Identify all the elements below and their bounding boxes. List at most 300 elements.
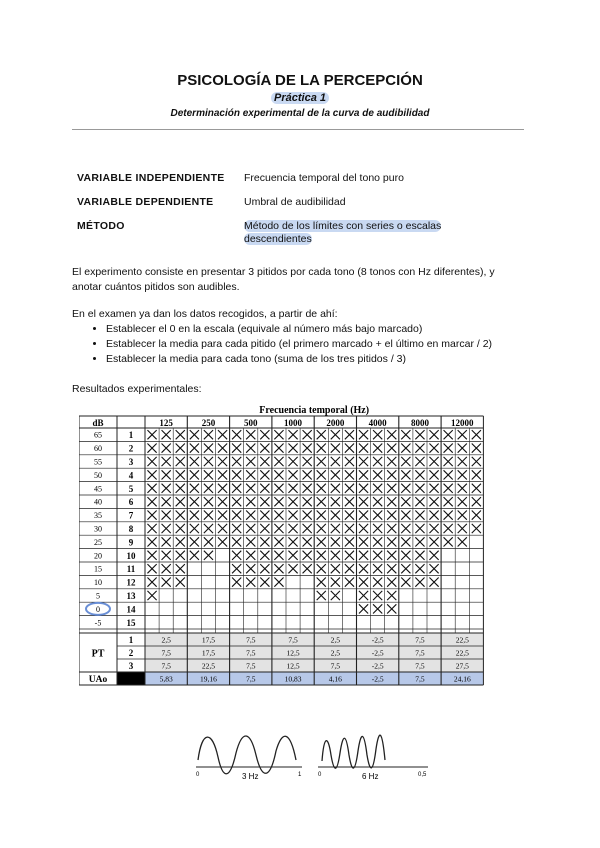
- x-mark: [359, 444, 368, 453]
- waveform-sketch-svg: [190, 725, 440, 785]
- x-mark: [274, 497, 283, 506]
- x-mark: [345, 537, 354, 546]
- x-mark: [162, 484, 171, 493]
- x-mark: [246, 537, 255, 546]
- db-level: 45: [94, 484, 102, 494]
- x-mark: [373, 591, 382, 600]
- x-mark: [317, 524, 326, 533]
- x-mark: [260, 551, 269, 560]
- x-mark: [373, 457, 382, 466]
- x-mark: [387, 457, 396, 466]
- x-mark: [147, 524, 156, 533]
- x-mark: [303, 430, 312, 439]
- x-mark: [260, 444, 269, 453]
- x-mark: [458, 511, 467, 520]
- uao-label: UAo: [88, 675, 108, 685]
- x-mark: [232, 524, 241, 533]
- x-mark: [303, 457, 312, 466]
- label-3hz: 3 Hz: [242, 772, 259, 781]
- list-item: • Establecer la media para cada tono (suma de los tres pitidos / 3): [106, 352, 576, 367]
- x-mark: [176, 578, 185, 587]
- list-item: • Establecer el 0 en la escala (equivale al número más bajo marcado): [106, 322, 576, 337]
- x-mark: [401, 578, 410, 587]
- x-mark: [359, 497, 368, 506]
- row-number: 3: [128, 457, 134, 467]
- row-number: 8: [128, 524, 134, 534]
- x-mark: [204, 444, 213, 453]
- db-level: 65: [94, 430, 102, 440]
- results-label: Resultados experimentales:: [72, 383, 202, 395]
- x-mark: [345, 470, 354, 479]
- pt-value: 7,5: [161, 648, 171, 658]
- x-mark: [176, 430, 185, 439]
- x-mark: [331, 444, 340, 453]
- x-mark: [218, 497, 227, 506]
- x-mark: [232, 511, 241, 520]
- x-mark: [274, 457, 283, 466]
- x-mark: [444, 444, 453, 453]
- x-mark: [415, 430, 424, 439]
- x-mark: [288, 551, 297, 560]
- x-mark: [288, 484, 297, 493]
- x-mark: [147, 578, 156, 587]
- x-mark: [373, 604, 382, 613]
- x-mark: [162, 551, 171, 560]
- x-mark: [387, 484, 396, 493]
- x-mark: [246, 564, 255, 573]
- waveform-3hz: [198, 736, 296, 774]
- x-mark: [288, 511, 297, 520]
- x-mark: [288, 444, 297, 453]
- x-mark: [288, 524, 297, 533]
- row-number: 12: [126, 577, 136, 588]
- x-mark: [401, 497, 410, 506]
- x-mark: [429, 497, 438, 506]
- x-mark: [429, 444, 438, 453]
- x-mark: [204, 524, 213, 533]
- x-mark: [204, 537, 213, 546]
- db-level: 30: [94, 524, 102, 534]
- x-mark: [345, 457, 354, 466]
- x-mark: [274, 444, 283, 453]
- x-mark: [218, 537, 227, 546]
- practice-label: [0, 92, 600, 104]
- x-mark: [359, 430, 368, 439]
- x-mark: [429, 578, 438, 587]
- x-mark: [147, 551, 156, 560]
- x-mark: [401, 457, 410, 466]
- row-number: 15: [126, 617, 136, 628]
- x-mark: [176, 444, 185, 453]
- x-mark: [147, 470, 156, 479]
- page-subtitle: Determinación experimental de la curva de audibilidad: [170, 108, 430, 119]
- x-mark: [359, 470, 368, 479]
- pt-value: 17,5: [201, 635, 216, 645]
- db-level: 5: [96, 591, 100, 601]
- x-mark: [401, 564, 410, 573]
- variable-label-dependent: VARIABLE DEPENDIENTE: [77, 196, 214, 208]
- pt-value: 12,5: [286, 661, 300, 671]
- x-mark: [303, 564, 312, 573]
- tick-right-start: 0: [318, 772, 322, 778]
- x-mark: [190, 537, 199, 546]
- x-mark: [246, 497, 255, 506]
- db-header: dB: [92, 418, 104, 428]
- x-mark: [246, 430, 255, 439]
- page-title: PSICOLOGÍA DE LA PERCEPCIÓN: [177, 72, 423, 89]
- x-mark: [359, 551, 368, 560]
- pt-value: 22,5: [455, 648, 469, 658]
- x-mark: [274, 564, 283, 573]
- x-mark: [373, 524, 382, 533]
- row-number: 14: [126, 604, 136, 615]
- x-mark: [415, 457, 424, 466]
- pt-value: 12,5: [286, 648, 300, 658]
- variable-value-method: [244, 220, 441, 246]
- x-mark: [472, 497, 481, 506]
- x-mark: [387, 444, 396, 453]
- x-mark: [288, 564, 297, 573]
- pt-row-number: 2: [128, 648, 134, 658]
- x-mark: [147, 591, 156, 600]
- practice-highlight: Práctica 1: [271, 92, 329, 104]
- x-mark: [204, 484, 213, 493]
- x-mark: [345, 578, 354, 587]
- row-number: 1: [128, 430, 134, 441]
- x-mark: [147, 444, 156, 453]
- x-mark: [429, 457, 438, 466]
- x-mark: [204, 457, 213, 466]
- x-mark: [218, 511, 227, 520]
- x-mark: [458, 497, 467, 506]
- x-mark: [331, 578, 340, 587]
- x-mark: [472, 457, 481, 466]
- row-number: 2: [128, 443, 134, 454]
- x-mark: [387, 430, 396, 439]
- pt-value: 7,5: [246, 635, 256, 645]
- x-mark: [317, 564, 326, 573]
- x-mark: [373, 578, 382, 587]
- x-mark: [176, 537, 185, 546]
- x-mark: [288, 457, 297, 466]
- x-mark: [429, 537, 438, 546]
- pt-value: 22,5: [455, 635, 469, 645]
- frequency-label: 4000: [368, 418, 387, 428]
- x-mark: [444, 497, 453, 506]
- x-mark: [317, 444, 326, 453]
- x-mark: [176, 470, 185, 479]
- x-mark: [246, 444, 255, 453]
- x-mark: [387, 470, 396, 479]
- x-mark: [373, 551, 382, 560]
- row-number: 9: [128, 537, 134, 548]
- x-mark: [331, 564, 340, 573]
- x-mark: [317, 497, 326, 506]
- uao-value: 24,16: [453, 674, 471, 684]
- x-mark: [176, 457, 185, 466]
- x-mark: [401, 551, 410, 560]
- x-mark: [176, 484, 185, 493]
- x-mark: [359, 591, 368, 600]
- x-mark: [162, 511, 171, 520]
- x-mark: [274, 551, 283, 560]
- x-mark: [458, 457, 467, 466]
- x-mark: [331, 470, 340, 479]
- pt-label: PT: [91, 648, 105, 660]
- x-mark: [373, 444, 382, 453]
- x-mark: [274, 484, 283, 493]
- x-mark: [246, 511, 255, 520]
- x-mark: [331, 524, 340, 533]
- x-mark: [303, 444, 312, 453]
- uao-value: 4,16: [328, 674, 342, 684]
- pt-value: 7,5: [415, 648, 425, 658]
- header-divider: [72, 129, 524, 130]
- x-mark: [373, 564, 382, 573]
- intro-line-1: El experimento consiste en presentar 3 pitidos por cada tono (8 tonos con Hz diferentes), y: [72, 266, 495, 278]
- x-mark: [162, 524, 171, 533]
- x-mark: [288, 537, 297, 546]
- db-level: 40: [94, 497, 102, 507]
- x-mark: [218, 457, 227, 466]
- pt-value: 2,5: [161, 635, 171, 645]
- x-mark: [359, 511, 368, 520]
- x-mark: [444, 457, 453, 466]
- pt-row-number: 1: [128, 635, 134, 645]
- x-mark: [444, 470, 453, 479]
- x-mark: [345, 444, 354, 453]
- uao-value: 7,5: [246, 674, 256, 684]
- uao-value: 10,83: [284, 674, 302, 684]
- pt-value: 7,5: [330, 661, 341, 671]
- db-level: 10: [94, 578, 102, 588]
- x-mark: [387, 537, 396, 546]
- x-mark: [415, 564, 424, 573]
- x-mark: [260, 497, 269, 506]
- x-mark: [317, 430, 326, 439]
- results-table: [79, 404, 525, 695]
- x-mark: [345, 484, 354, 493]
- x-mark: [401, 537, 410, 546]
- x-mark: [331, 537, 340, 546]
- x-mark: [147, 537, 156, 546]
- x-mark: [472, 470, 481, 479]
- x-mark: [218, 524, 227, 533]
- x-mark: [415, 497, 424, 506]
- x-mark: [331, 484, 340, 493]
- x-mark: [359, 457, 368, 466]
- x-mark: [260, 524, 269, 533]
- x-mark: [204, 497, 213, 506]
- frequency-label: 8000: [410, 418, 429, 428]
- x-mark: [147, 430, 156, 439]
- x-mark: [458, 430, 467, 439]
- uao-value: 19,16: [200, 674, 217, 684]
- pt-value: 7,5: [288, 635, 298, 645]
- x-mark: [429, 484, 438, 493]
- x-mark: [415, 444, 424, 453]
- frequency-label: 250: [201, 418, 216, 428]
- x-mark: [232, 484, 241, 493]
- x-mark: [260, 484, 269, 493]
- frequency-header: Frecuencia temporal (Hz): [259, 405, 370, 416]
- tick-right-end: 0,5: [418, 772, 427, 778]
- db-level: 0: [96, 604, 100, 614]
- label-6hz: 6 Hz: [362, 772, 379, 781]
- x-mark: [288, 430, 297, 439]
- x-mark: [162, 444, 171, 453]
- x-mark: [401, 430, 410, 439]
- x-mark: [232, 578, 241, 587]
- x-mark: [162, 430, 171, 439]
- x-mark: [190, 511, 199, 520]
- x-mark: [444, 524, 453, 533]
- x-mark: [218, 444, 227, 453]
- x-mark: [274, 537, 283, 546]
- x-mark: [317, 591, 326, 600]
- x-mark: [458, 484, 467, 493]
- x-mark: [472, 524, 481, 533]
- row-number: 4: [128, 470, 134, 481]
- x-mark: [232, 444, 241, 453]
- x-mark: [472, 444, 481, 453]
- x-mark: [373, 470, 382, 479]
- x-mark: [345, 497, 354, 506]
- x-mark: [415, 511, 424, 520]
- results-table-svg: [79, 404, 525, 690]
- pt-value: 2,5: [330, 635, 341, 645]
- x-mark: [415, 551, 424, 560]
- x-mark: [162, 457, 171, 466]
- x-mark: [387, 604, 396, 613]
- x-mark: [317, 470, 326, 479]
- x-mark: [429, 564, 438, 573]
- pt-value: 22,5: [201, 661, 216, 671]
- x-mark: [260, 430, 269, 439]
- x-mark: [401, 524, 410, 533]
- frequency-label: 2000: [326, 418, 345, 428]
- x-mark: [444, 511, 453, 520]
- x-mark: [204, 430, 213, 439]
- frequency-label: 125: [159, 418, 173, 428]
- x-mark: [359, 537, 368, 546]
- x-mark: [415, 537, 424, 546]
- x-mark: [204, 511, 213, 520]
- x-mark: [331, 551, 340, 560]
- x-mark: [147, 484, 156, 493]
- x-mark: [303, 484, 312, 493]
- x-mark: [260, 470, 269, 479]
- x-mark: [147, 564, 156, 573]
- x-mark: [429, 430, 438, 439]
- x-mark: [387, 497, 396, 506]
- row-number: 13: [126, 591, 136, 601]
- x-mark: [246, 551, 255, 560]
- x-mark: [147, 497, 156, 506]
- x-mark: [190, 551, 199, 560]
- pt-value: 17,5: [201, 648, 216, 658]
- x-mark: [345, 511, 354, 520]
- x-mark: [218, 470, 227, 479]
- x-mark: [232, 457, 241, 466]
- x-mark: [317, 537, 326, 546]
- x-mark: [190, 497, 199, 506]
- db-level: 15: [94, 564, 102, 574]
- x-mark: [373, 430, 382, 439]
- tick-left-start: 0: [196, 772, 200, 778]
- x-mark: [204, 470, 213, 479]
- x-mark: [176, 551, 185, 560]
- x-mark: [303, 470, 312, 479]
- x-mark: [401, 470, 410, 479]
- x-mark: [444, 484, 453, 493]
- row-number: 7: [128, 510, 134, 521]
- x-mark: [303, 511, 312, 520]
- db-level: 25: [94, 537, 102, 547]
- x-mark: [190, 457, 199, 466]
- x-mark: [429, 470, 438, 479]
- x-mark: [317, 484, 326, 493]
- x-mark: [387, 524, 396, 533]
- x-mark: [458, 537, 467, 546]
- x-mark: [472, 484, 481, 493]
- pt-value: -2,5: [371, 648, 384, 658]
- x-mark: [162, 578, 171, 587]
- x-mark: [246, 470, 255, 479]
- x-mark: [147, 457, 156, 466]
- x-mark: [415, 470, 424, 479]
- x-mark: [232, 430, 241, 439]
- x-mark: [190, 524, 199, 533]
- x-mark: [303, 551, 312, 560]
- x-mark: [274, 578, 283, 587]
- x-mark: [331, 591, 340, 600]
- pt-value: 7,5: [246, 648, 256, 658]
- x-mark: [246, 524, 255, 533]
- list-item: • Establecer la media para cada pitido (el primero marcado + el último en marcar / 2): [106, 337, 576, 352]
- waveform-sketch: [190, 725, 440, 790]
- x-mark: [317, 551, 326, 560]
- x-mark: [246, 484, 255, 493]
- x-mark: [429, 551, 438, 560]
- x-mark: [176, 497, 185, 506]
- row-number: 11: [126, 564, 136, 575]
- x-mark: [387, 511, 396, 520]
- x-mark: [331, 457, 340, 466]
- x-mark: [429, 524, 438, 533]
- x-mark: [162, 470, 171, 479]
- x-mark: [345, 430, 354, 439]
- pt-row-number: 3: [128, 661, 134, 671]
- x-mark: [260, 457, 269, 466]
- frequency-label: 1000: [284, 418, 303, 428]
- x-mark: [331, 430, 340, 439]
- x-mark: [359, 578, 368, 587]
- uao-black-cell: [117, 672, 145, 685]
- x-mark: [232, 537, 241, 546]
- pt-value: 7,5: [246, 661, 256, 671]
- x-mark: [373, 537, 382, 546]
- x-mark: [246, 578, 255, 587]
- x-mark: [303, 524, 312, 533]
- uao-value: 7,5: [415, 674, 425, 684]
- x-mark: [444, 430, 453, 439]
- x-mark: [218, 484, 227, 493]
- x-mark: [232, 564, 241, 573]
- db-level: 50: [94, 470, 102, 480]
- x-mark: [373, 497, 382, 506]
- pt-value: 7,5: [161, 661, 171, 671]
